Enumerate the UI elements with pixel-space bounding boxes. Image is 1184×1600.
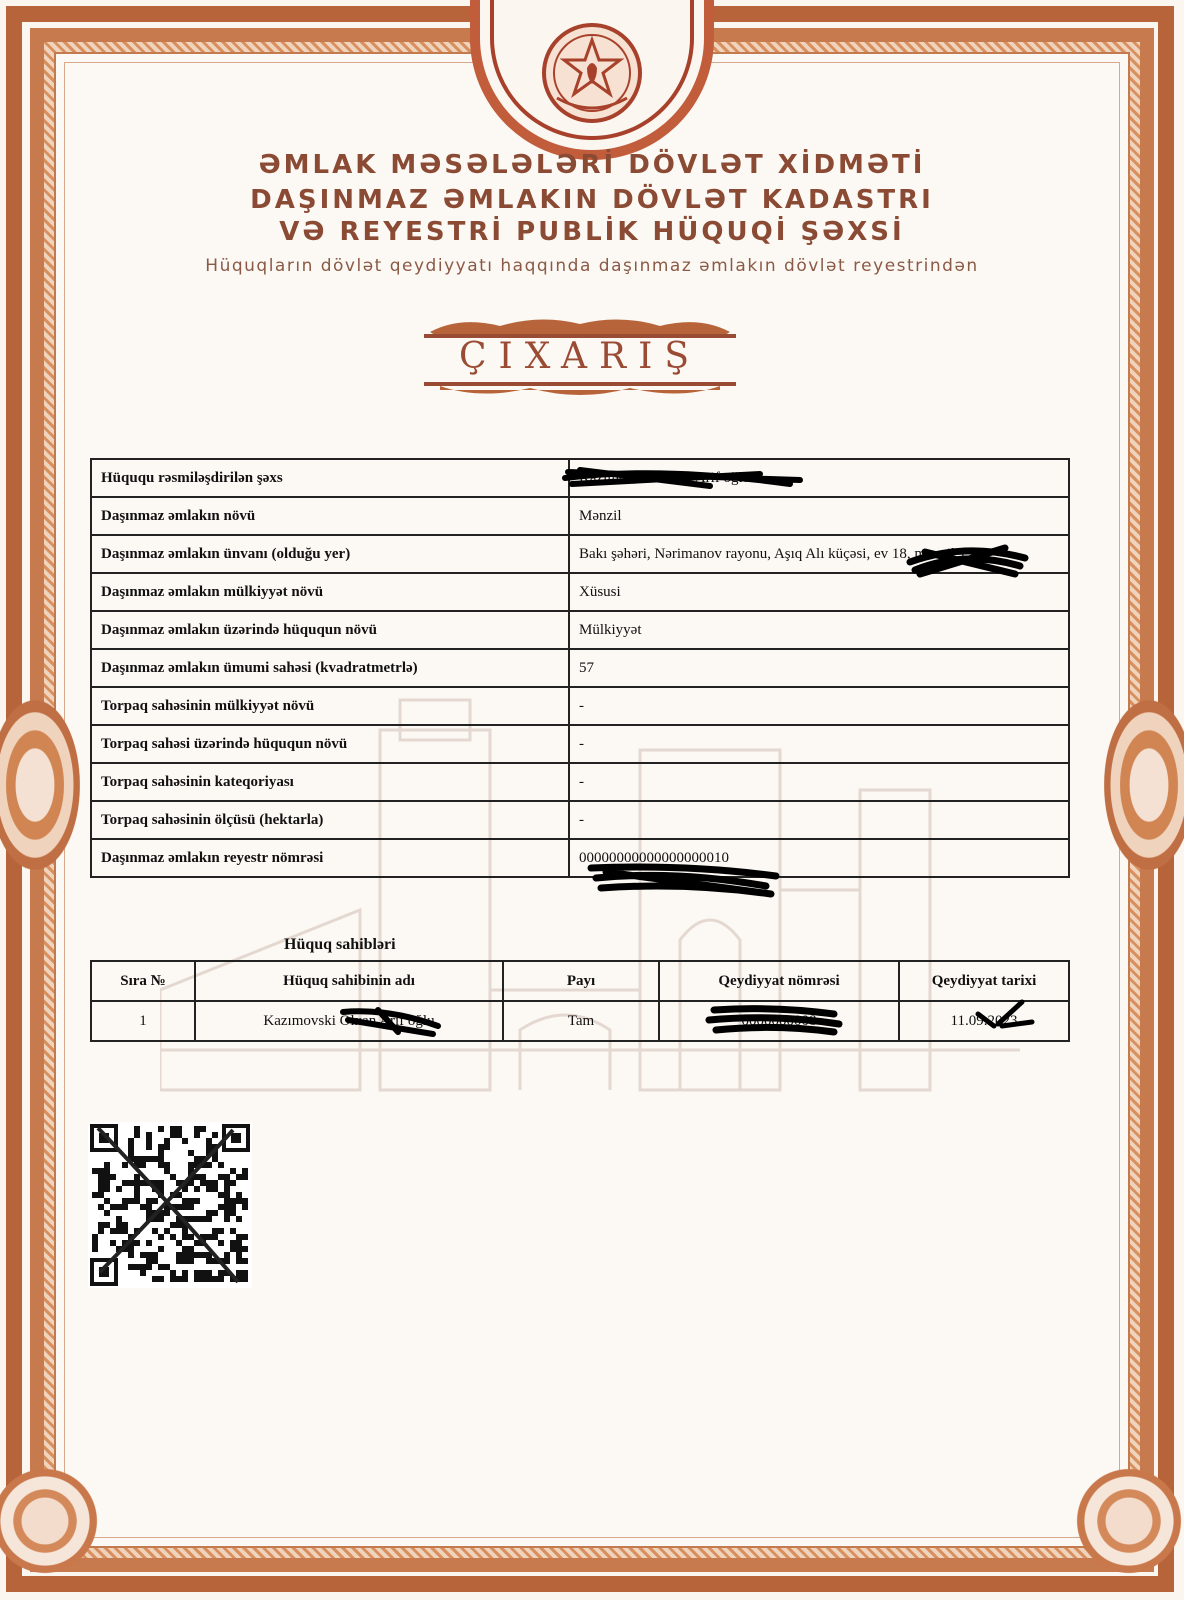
qr-module	[242, 1204, 248, 1210]
qr-module	[134, 1186, 140, 1192]
qr-module	[122, 1198, 128, 1204]
qr-module	[206, 1234, 212, 1240]
qr-module	[92, 1246, 98, 1252]
qr-module	[134, 1126, 140, 1132]
qr-module	[206, 1210, 212, 1216]
qr-module	[206, 1138, 212, 1144]
qr-module	[188, 1234, 194, 1240]
qr-module	[236, 1258, 242, 1264]
qr-module	[158, 1144, 164, 1150]
qr-module	[128, 1246, 134, 1252]
qr-module	[212, 1180, 218, 1186]
detail-label: Torpaq sahəsi üzərində hüququn növü	[91, 725, 569, 763]
detail-label: Daşınmaz əmlakın mülkiyyət növü	[91, 573, 569, 611]
qr-module	[218, 1270, 224, 1276]
owners-col-reg-number: Qeydiyyat nömrəsi	[659, 961, 899, 1001]
qr-module	[182, 1258, 188, 1264]
owners-col-share: Payı	[503, 961, 659, 1001]
qr-module	[140, 1264, 146, 1270]
qr-module	[212, 1234, 218, 1240]
qr-module	[224, 1198, 230, 1204]
qr-module	[128, 1138, 134, 1144]
qr-module	[206, 1186, 212, 1192]
qr-module	[146, 1132, 152, 1138]
qr-module	[158, 1276, 164, 1282]
redaction-scribble	[560, 462, 810, 492]
qr-module	[236, 1174, 242, 1180]
qr-module	[182, 1234, 188, 1240]
table-row	[91, 839, 1069, 877]
qr-module	[212, 1186, 218, 1192]
qr-module	[176, 1252, 182, 1258]
qr-module	[206, 1276, 212, 1282]
qr-module	[236, 1252, 242, 1258]
qr-module	[224, 1204, 230, 1210]
qr-module	[104, 1168, 110, 1174]
qr-module	[140, 1162, 146, 1168]
qr-module	[242, 1234, 248, 1240]
qr-module	[176, 1240, 182, 1246]
owners-col-name: Hüquq sahibinin adı	[195, 961, 503, 1001]
qr-module	[182, 1138, 188, 1144]
qr-module	[140, 1204, 146, 1210]
qr-module	[230, 1198, 236, 1204]
qr-module	[212, 1228, 218, 1234]
qr-module	[182, 1204, 188, 1210]
qr-module	[158, 1162, 164, 1168]
table-row	[91, 497, 1069, 535]
qr-module	[128, 1180, 134, 1186]
detail-value: -	[569, 763, 1069, 801]
table-row	[91, 1001, 1069, 1041]
qr-module	[206, 1144, 212, 1150]
qr-module	[242, 1168, 248, 1174]
qr-module	[224, 1258, 230, 1264]
owners-col-order: Sıra №	[91, 961, 195, 1001]
detail-value: Bakı şəhəri, Nərimanov rayonu, Aşıq Alı küçəsi, ev 18, mənzil 1	[569, 535, 1069, 573]
qr-module	[128, 1252, 134, 1258]
qr-module	[194, 1252, 200, 1258]
qr-module	[200, 1216, 206, 1222]
qr-module	[212, 1210, 218, 1216]
qr-module	[164, 1228, 170, 1234]
qr-module	[98, 1204, 104, 1210]
qr-module	[104, 1186, 110, 1192]
redaction-scribble	[338, 1004, 448, 1038]
qr-module	[134, 1174, 140, 1180]
qr-module	[140, 1252, 146, 1258]
qr-module	[104, 1180, 110, 1186]
header-line-2: DAŞINMAZ ƏMLAKIN DÖVLƏT KADASTRI	[250, 185, 934, 215]
qr-module	[164, 1264, 170, 1270]
qr-module	[170, 1222, 176, 1228]
detail-value: 00000000000000000010	[569, 839, 1069, 877]
qr-module	[224, 1192, 230, 1198]
owner-reg-number: 0000000008	[659, 1001, 899, 1041]
qr-module	[146, 1204, 152, 1210]
qr-module	[122, 1180, 128, 1186]
qr-module	[200, 1276, 206, 1282]
qr-module	[176, 1276, 182, 1282]
qr-code	[88, 1122, 252, 1288]
qr-module	[176, 1222, 182, 1228]
detail-value: Xüsusi	[569, 573, 1069, 611]
qr-module	[128, 1264, 134, 1270]
redaction-scribble	[905, 540, 1035, 580]
qr-module	[158, 1156, 164, 1162]
owner-reg-date: 11.09.2023	[899, 1001, 1069, 1041]
qr-module	[200, 1174, 206, 1180]
qr-module	[230, 1246, 236, 1252]
qr-module	[116, 1228, 122, 1234]
qr-module	[176, 1204, 182, 1210]
qr-module	[182, 1276, 188, 1282]
qr-module	[206, 1258, 212, 1264]
qr-module	[152, 1276, 158, 1282]
qr-module	[146, 1258, 152, 1264]
owner-order: 1	[91, 1001, 195, 1041]
detail-label: Torpaq sahəsinin ölçüsü (hektarla)	[91, 801, 569, 839]
qr-module	[194, 1240, 200, 1246]
qr-module	[146, 1138, 152, 1144]
qr-module	[194, 1186, 200, 1192]
qr-module	[236, 1246, 242, 1252]
qr-module	[122, 1204, 128, 1210]
qr-module	[188, 1216, 194, 1222]
qr-module	[164, 1144, 170, 1150]
qr-module	[200, 1252, 206, 1258]
qr-module	[134, 1240, 140, 1246]
property-details-table	[90, 458, 1070, 878]
qr-module	[152, 1258, 158, 1264]
qr-module	[218, 1162, 224, 1168]
qr-module	[242, 1270, 248, 1276]
qr-module	[176, 1126, 182, 1132]
qr-module	[134, 1192, 140, 1198]
state-emblem-icon	[527, 18, 657, 128]
qr-module	[98, 1168, 104, 1174]
qr-module	[170, 1276, 176, 1282]
qr-module	[152, 1228, 158, 1234]
qr-module	[176, 1132, 182, 1138]
qr-module	[188, 1252, 194, 1258]
qr-module	[206, 1180, 212, 1186]
qr-module	[146, 1198, 152, 1204]
qr-module	[242, 1246, 248, 1252]
qr-module	[110, 1174, 116, 1180]
qr-module	[158, 1180, 164, 1186]
owners-col-reg-date: Qeydiyyat tarixi	[899, 961, 1069, 1001]
qr-module	[230, 1168, 236, 1174]
qr-module	[98, 1174, 104, 1180]
qr-module	[218, 1228, 224, 1234]
qr-module	[224, 1186, 230, 1192]
qr-module	[224, 1252, 230, 1258]
qr-module	[116, 1222, 122, 1228]
qr-module	[194, 1126, 200, 1132]
qr-module	[224, 1210, 230, 1216]
qr-module	[194, 1174, 200, 1180]
qr-module	[212, 1156, 218, 1162]
qr-module	[230, 1228, 236, 1234]
qr-module	[170, 1234, 176, 1240]
document-title: ÇIXARIŞ	[458, 336, 702, 377]
qr-module	[146, 1252, 152, 1258]
owner-share: Tam	[503, 1001, 659, 1041]
qr-module	[158, 1246, 164, 1252]
qr-module	[224, 1174, 230, 1180]
qr-module	[134, 1264, 140, 1270]
detail-label: Hüququ rəsmiləşdirilən şəxs	[91, 459, 569, 497]
qr-module	[158, 1234, 164, 1240]
redaction-scribble	[972, 996, 1036, 1032]
qr-module	[170, 1174, 176, 1180]
redaction-scribble	[586, 860, 786, 900]
detail-value: Kazımovski Olxan Arif oğlu	[569, 459, 1069, 497]
qr-module	[134, 1132, 140, 1138]
qr-module	[230, 1204, 236, 1210]
qr-module	[218, 1204, 224, 1210]
qr-module	[218, 1240, 224, 1246]
qr-module	[170, 1126, 176, 1132]
qr-module	[98, 1222, 104, 1228]
qr-module	[98, 1186, 104, 1192]
qr-module	[200, 1270, 206, 1276]
qr-module	[194, 1276, 200, 1282]
qr-module	[218, 1276, 224, 1282]
qr-module	[200, 1126, 206, 1132]
owners-header-row	[91, 961, 1069, 1001]
qr-module	[146, 1156, 152, 1162]
qr-module	[164, 1168, 170, 1174]
qr-module	[146, 1264, 152, 1270]
qr-module	[98, 1180, 104, 1186]
qr-module	[242, 1198, 248, 1204]
qr-module	[128, 1144, 134, 1150]
qr-module	[236, 1240, 242, 1246]
qr-module	[194, 1198, 200, 1204]
owners-section-title: Hüquq sahibləri	[284, 936, 396, 953]
qr-module	[194, 1132, 200, 1138]
qr-module	[206, 1162, 212, 1168]
detail-value: 57	[569, 649, 1069, 687]
side-ornament-right	[1104, 700, 1184, 870]
table-row	[91, 801, 1069, 839]
qr-module	[170, 1270, 176, 1276]
qr-module	[212, 1132, 218, 1138]
qr-module	[242, 1258, 248, 1264]
qr-module	[206, 1270, 212, 1276]
qr-module	[98, 1192, 104, 1198]
qr-module	[230, 1240, 236, 1246]
qr-module	[218, 1174, 224, 1180]
qr-module	[212, 1276, 218, 1282]
qr-module	[182, 1270, 188, 1276]
qr-module	[236, 1270, 242, 1276]
qr-module	[92, 1234, 98, 1240]
qr-module	[110, 1204, 116, 1210]
qr-module	[242, 1174, 248, 1180]
owner-name: Kazımovski Olxan Arif oğlu	[195, 1001, 503, 1041]
qr-module	[188, 1150, 194, 1156]
qr-module	[140, 1270, 146, 1276]
table-row	[91, 763, 1069, 801]
detail-label: Daşınmaz əmlakın ünvanı (olduğu yer)	[91, 535, 569, 573]
qr-module	[146, 1144, 152, 1150]
qr-module	[182, 1228, 188, 1234]
detail-label: Daşınmaz əmlakın ümumi sahəsi (kvadratmetrlə)	[91, 649, 569, 687]
qr-module	[224, 1216, 230, 1222]
qr-module	[242, 1276, 248, 1282]
table-row	[91, 649, 1069, 687]
detail-label: Torpaq sahəsinin mülkiyyət növü	[91, 687, 569, 725]
detail-label: Torpaq sahəsinin kateqoriyası	[91, 763, 569, 801]
qr-module	[122, 1228, 128, 1234]
qr-module	[152, 1252, 158, 1258]
detail-value: -	[569, 725, 1069, 763]
qr-module	[104, 1210, 110, 1216]
qr-module	[164, 1162, 170, 1168]
qr-module	[122, 1222, 128, 1228]
header-line-3: VƏ REYESTRİ PUBLİK HÜQUQİ ŞƏXSİ	[279, 217, 905, 247]
detail-label: Daşınmaz əmlakın növü	[91, 497, 569, 535]
qr-module	[158, 1264, 164, 1270]
qr-module	[110, 1240, 116, 1246]
qr-module	[152, 1198, 158, 1204]
qr-module	[236, 1198, 242, 1204]
qr-module	[146, 1210, 152, 1216]
qr-module	[218, 1192, 224, 1198]
qr-module	[158, 1126, 164, 1132]
qr-module	[134, 1156, 140, 1162]
qr-module	[236, 1234, 242, 1240]
qr-module	[128, 1198, 134, 1204]
qr-module	[134, 1198, 140, 1204]
qr-module	[182, 1198, 188, 1204]
qr-module	[140, 1156, 146, 1162]
qr-module	[104, 1162, 110, 1168]
qr-module	[194, 1156, 200, 1162]
qr-module	[188, 1246, 194, 1252]
qr-module	[188, 1258, 194, 1264]
qr-module	[170, 1132, 176, 1138]
qr-module	[182, 1246, 188, 1252]
qr-module	[92, 1192, 98, 1198]
qr-module	[224, 1180, 230, 1186]
qr-module	[164, 1210, 170, 1216]
qr-module	[122, 1162, 128, 1168]
qr-module	[200, 1180, 206, 1186]
qr-module	[188, 1198, 194, 1204]
qr-module	[104, 1198, 110, 1204]
qr-module	[230, 1180, 236, 1186]
table-row	[91, 687, 1069, 725]
qr-module	[128, 1150, 134, 1156]
qr-module	[236, 1216, 242, 1222]
qr-module	[116, 1186, 122, 1192]
qr-module	[194, 1270, 200, 1276]
header-subtitle: Hüquqların dövlət qeydiyyatı haqqında daşınmaz əmlakın dövlət reyestrindən	[205, 256, 979, 276]
qr-module	[236, 1192, 242, 1198]
qr-module	[182, 1252, 188, 1258]
qr-module	[134, 1180, 140, 1186]
table-row	[91, 725, 1069, 763]
qr-module	[206, 1216, 212, 1222]
redaction-scribble	[704, 1002, 844, 1038]
document-title-banner	[420, 316, 740, 396]
qr-module	[110, 1228, 116, 1234]
detail-label: Daşınmaz əmlakın üzərində hüququn növü	[91, 611, 569, 649]
detail-label: Daşınmaz əmlakın reyestr nömrəsi	[91, 839, 569, 877]
qr-module	[92, 1168, 98, 1174]
side-ornament-left	[0, 700, 80, 870]
qr-module	[230, 1210, 236, 1216]
qr-module	[116, 1216, 122, 1222]
qr-module	[188, 1162, 194, 1168]
detail-value: -	[569, 687, 1069, 725]
qr-module	[92, 1240, 98, 1246]
qr-module	[158, 1216, 164, 1222]
owners-table	[90, 960, 1070, 1042]
qr-module	[158, 1150, 164, 1156]
detail-value: -	[569, 801, 1069, 839]
qr-module	[152, 1156, 158, 1162]
detail-value: Mülkiyyət	[569, 611, 1069, 649]
corner-ornament-bottom-right	[1064, 1456, 1184, 1586]
qr-module	[104, 1222, 110, 1228]
qr-module	[188, 1204, 194, 1210]
qr-module	[194, 1216, 200, 1222]
qr-module	[104, 1174, 110, 1180]
qr-module	[176, 1258, 182, 1264]
header-line-1: ƏMLAK MƏSƏLƏLƏRİ DÖVLƏT XİDMƏTİ	[258, 150, 926, 180]
qr-module	[164, 1138, 170, 1144]
table-row	[91, 611, 1069, 649]
detail-value: Mənzil	[569, 497, 1069, 535]
qr-module	[116, 1204, 122, 1210]
qr-module	[98, 1228, 104, 1234]
qr-module	[146, 1240, 152, 1246]
